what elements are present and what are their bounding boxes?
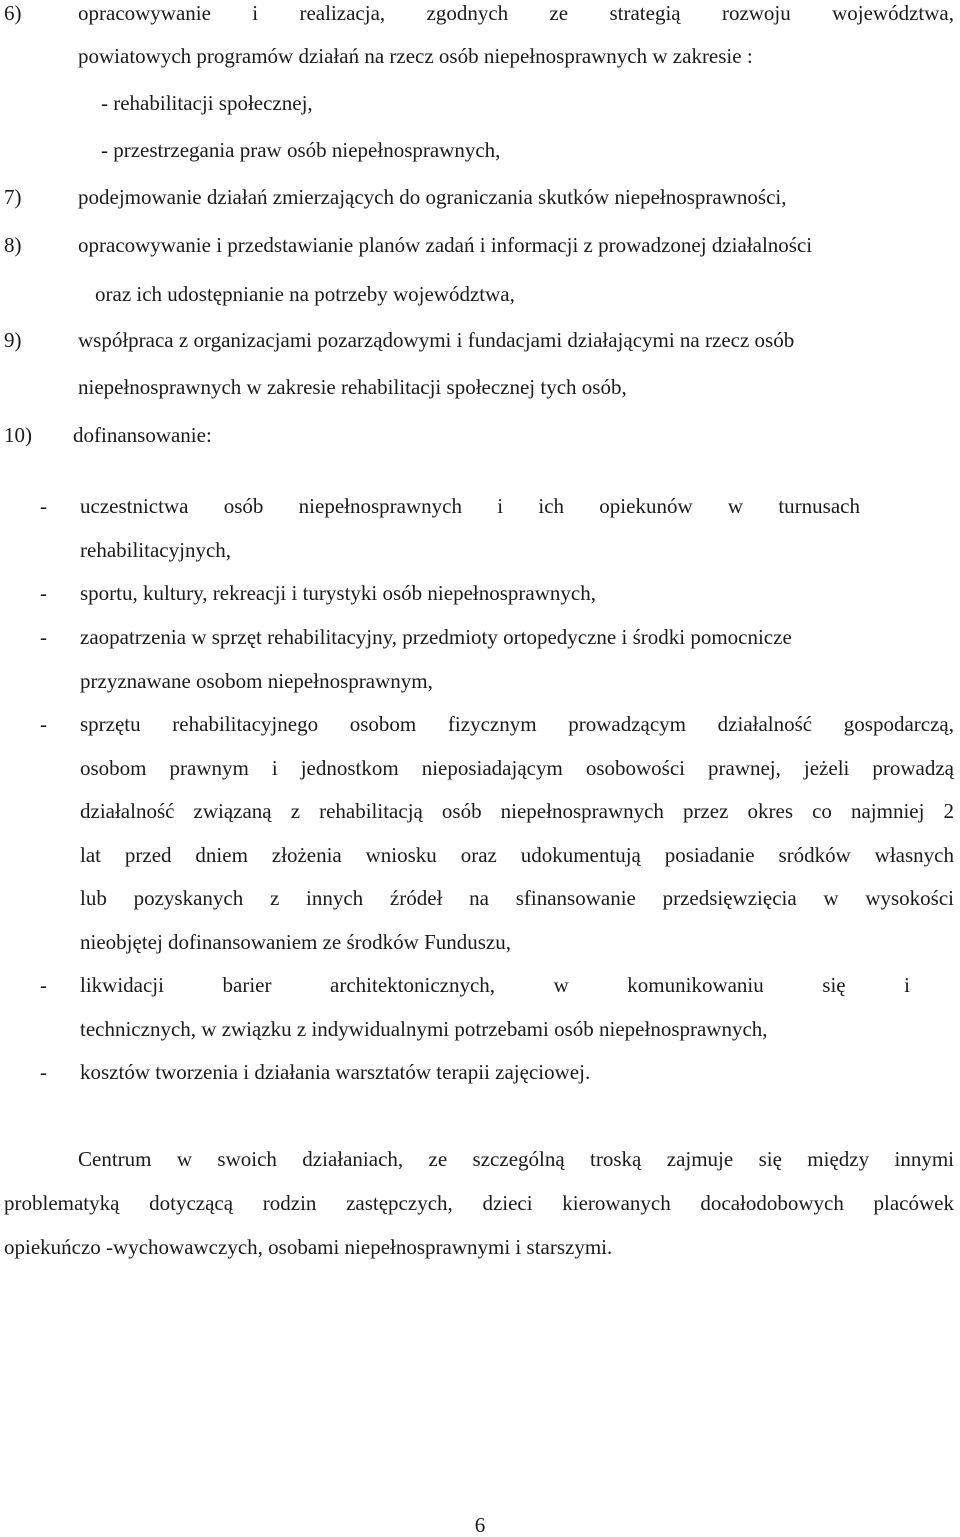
dash-text-line: sprzętu rehabilitacyjnego osobom fizycznym prowadzącym działalność gospodarczą, xyxy=(80,712,954,736)
dash-marker: - xyxy=(40,581,47,605)
item-text-line: opracowywanie i przedstawianie planów zadań i informacji z prowadzonej działalności xyxy=(78,233,813,257)
dash-text-line: lat przed dniem złożenia wniosku oraz udokumentują posiadanie sródków własnych xyxy=(80,843,954,867)
dash-text-line: likwidacji barier architektonicznych, w komunikowaniu się i xyxy=(80,973,910,997)
item-text-line: niepełnosprawnych w zakresie rehabilitacji społecznej tych osób, xyxy=(78,375,627,399)
dash-text-line: uczestnictwa osób niepełnosprawnych i ich opiekunów w turnusach xyxy=(80,494,860,518)
dash-marker: - xyxy=(40,625,47,649)
paragraph-line: problematyką dotyczącą rodzin zastępczych, dzieci kierowanych docałodobowych placówek xyxy=(4,1191,954,1215)
dash-text-line: lub pozyskanych z innych źródeł na sfinansowanie przedsięwzięcia w wysokości xyxy=(80,886,954,910)
dash-marker: - xyxy=(40,494,47,518)
dash-text-line: przyznawane osobom niepełnosprawnym, xyxy=(80,669,433,693)
page-number: 6 xyxy=(474,1513,486,1537)
dash-marker: - xyxy=(40,973,47,997)
dash-text-line: osobom prawnym i jednostkom nieposiadającym osobowości prawnej, jeżeli prowadzą xyxy=(80,756,954,780)
dash-text-line: technicznych, w związku z indywidualnymi potrzebami osób niepełnosprawnych, xyxy=(80,1017,768,1041)
dash-text-line: nieobjętej dofinansowaniem ze środków Funduszu, xyxy=(80,930,511,954)
item-text-line: podejmowanie działań zmierzających do ograniczania skutków niepełnosprawności, xyxy=(78,185,787,209)
dash-marker: - xyxy=(40,1060,47,1084)
dash-text-line: zaopatrzenia w sprzęt rehabilitacyjny, przedmioty ortopedyczne i środki pomocnicze xyxy=(80,625,792,649)
item-number: 8) xyxy=(4,233,22,257)
paragraph-line: Centrum w swoich działaniach, ze szczególną troską zajmuje się między innymi xyxy=(78,1147,954,1171)
item-number: 10) xyxy=(4,423,32,447)
item-text-line: opracowywanie i realizacja, zgodnych ze strategią rozwoju województwa, xyxy=(78,1,954,25)
item-text-line: powiatowych programów działań na rzecz osób niepełnosprawnych w zakresie : xyxy=(78,44,753,68)
item-number: 9) xyxy=(4,328,22,352)
item-text-line: dofinansowanie: xyxy=(73,423,212,447)
dash-text-line: rehabilitacyjnych, xyxy=(80,538,232,562)
item-subline: - rehabilitacji społecznej, xyxy=(101,91,313,115)
paragraph-line: opiekuńczo -wychowawczych, osobami niepełnosprawnymi i starszymi. xyxy=(4,1235,613,1259)
item-number: 6) xyxy=(4,1,22,25)
dash-text-line: sportu, kultury, rekreacji i turystyki osób niepełnosprawnych, xyxy=(80,581,596,605)
dash-text-line: działalność związaną z rehabilitacją osób niepełnosprawnych przez okres co najmniej 2 xyxy=(80,799,954,823)
item-number: 7) xyxy=(4,185,22,209)
item-text-line: oraz ich udostępnianie na potrzeby województwa, xyxy=(95,282,515,306)
item-text-line: współpraca z organizacjami pozarządowymi i fundacjami działającymi na rzecz osób xyxy=(78,328,795,352)
dash-marker: - xyxy=(40,712,47,736)
item-subline: - przestrzegania praw osób niepełnosprawnych, xyxy=(101,138,501,162)
dash-text-line: kosztów tworzenia i działania warsztatów terapii zajęciowej. xyxy=(80,1060,591,1084)
